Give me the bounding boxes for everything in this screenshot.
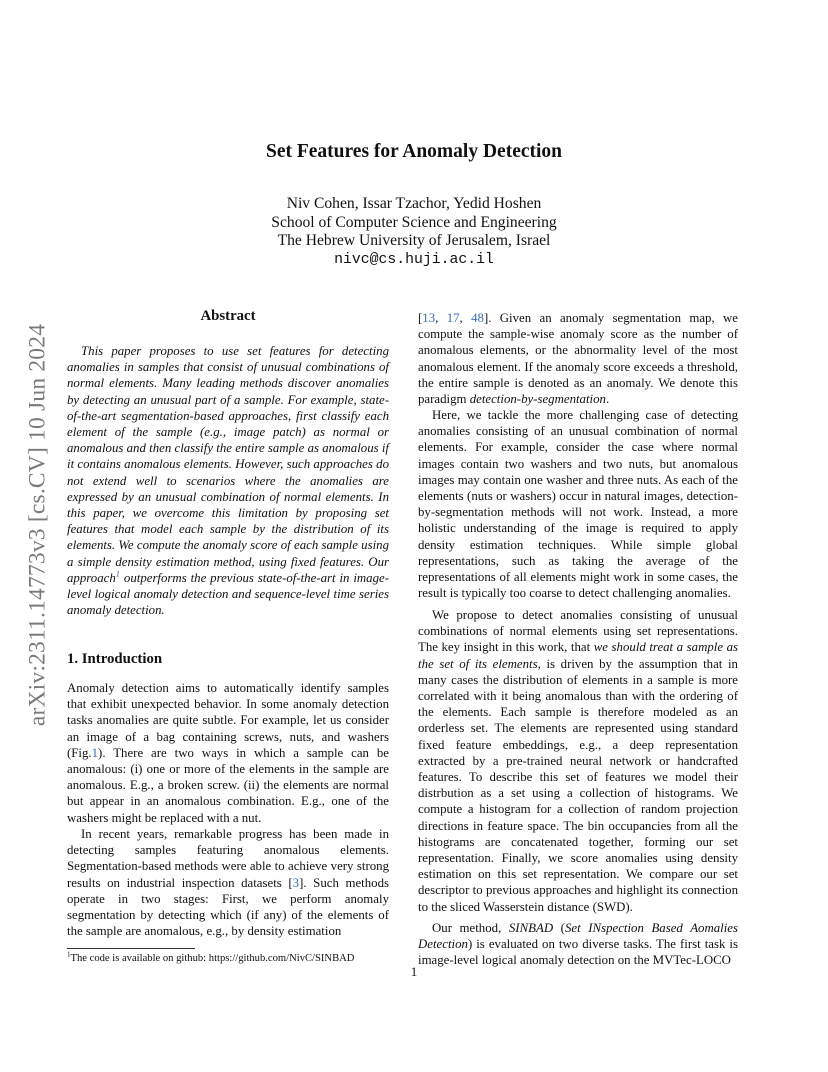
citation-separator: , bbox=[459, 311, 472, 325]
abstract-text-b: outperforms the previous state-of-the-art in image-level logical anomaly detection and sequence-level time series anomaly detection. bbox=[67, 570, 389, 618]
intro-paragraph-1 bbox=[67, 680, 389, 826]
right-paragraph-1 bbox=[418, 310, 738, 407]
author-block bbox=[0, 195, 828, 269]
right-p3-text-a: We propose to detect anomalies consisting of unusual combinations of normal elements using set representations. The key insight in this work, that bbox=[418, 608, 738, 655]
bracket-open: [ bbox=[418, 311, 423, 325]
right-p4-text-a: Our method, bbox=[432, 921, 509, 935]
affiliation-line-2: The Hebrew University of Jerusalem, Israel bbox=[277, 232, 551, 249]
right-paragraph-3 bbox=[418, 607, 738, 915]
citation-link-13[interactable]: 13 bbox=[422, 311, 436, 325]
right-p4-text-c: ) is evaluated on two diverse tasks. The first task is image-level logical anomaly detection on the MVTec-LOCO bbox=[418, 937, 738, 968]
figure-ref-link[interactable]: 1 bbox=[91, 745, 99, 760]
right-p4-text-b: ( bbox=[553, 921, 565, 935]
sentence-end: . bbox=[605, 392, 610, 407]
abstract-text bbox=[67, 343, 389, 618]
page-number: 1 bbox=[410, 964, 418, 979]
abstract-heading: Abstract bbox=[200, 308, 256, 324]
abstract-text-a: This paper proposes to use set features for detecting anomalies in samples that consist of unusual combinations of normal elements. Many leading methods discover anomalies by detecting an unusual part of a sample. For example, state-of-the-art segmentation-based approaches, first classify each element of the sample (e.g., image patch) as normal or anomalous and then classify the entire sample as anomalous if it contains anomalous elements. However, such approaches do not extend well to scenarios where the anomalies are expressed by an unusual combination of normal elements. In this paper, we overcome this limitation by proposing set features that model each sample by the distribution of its elements. We compute the anomaly score of each sample using a simple density estimation method, using fixed features. Our approach bbox=[67, 344, 389, 585]
right-paragraph-4 bbox=[418, 920, 738, 969]
footnote-divider bbox=[67, 948, 195, 949]
intro-p2-text-b: ]. Such methods operate in two stages: First, we perform anomaly segmentation by detecting which (if any) of the elements of the sample are anomalous, e.g., by density estimation bbox=[67, 875, 389, 939]
affiliation-line-1: School of Computer Science and Engineering bbox=[271, 213, 557, 231]
right-p3-text-b: , is driven by the assumption that in many cases the distribution of elements in a sample is more correlated with it being anomalous than with the ordering of the elements. Each sample is therefore modeled as an orderless set. The elements are represented using standard fixed feature embeddings, e.g., a deep representation extracted by a pre-trained neural network or handcrafted features. To describe this set of features we model their distrbution as a set using a collection of histograms. We compute a histogram for a collection of random projection directions in feature space. The bin occupancies from all the histograms are concatenated together, forming our set representation. Finally, we score anomalies using density estimation on this set representation. We compare our set descriptor to previous approaches and highlight its connection to the sliced Wasserstein distance (SWD). bbox=[418, 656, 738, 914]
citation-link-48[interactable]: 48 bbox=[471, 311, 484, 325]
citation-link-3[interactable]: 3 bbox=[292, 875, 300, 890]
key-insight-emphasis: we should treat a sample as the set of its elements bbox=[418, 640, 738, 671]
method-expansion: Set INspection Based Aomalies Detection bbox=[418, 921, 738, 952]
author-names: Niv Cohen, Issar Tzachor, Yedid Hoshen bbox=[286, 195, 542, 212]
paper-title: Set Features for Anomaly Detection bbox=[265, 141, 563, 162]
intro-paragraph-2 bbox=[67, 826, 389, 939]
right-p1-text: ]. Given an anomaly segmentation map, we compute the sample-wise anomaly score as the number of anomalous elements, or the abnormality level of the most anomalous element. If the anomaly score exceeds a threshold, the entire sample is denoted as an anomaly. We denote this paradigm bbox=[418, 311, 739, 407]
intro-p2-text-a: In recent years, remarkable progress has been made in detecting samples featuring anomalous elements. Segmentation-based methods were able to achieve very strong results on industrial inspection datasets [ bbox=[67, 827, 389, 890]
citation-link-17[interactable]: 17 bbox=[446, 311, 460, 325]
intro-p1-text-b: ). There are two ways in which a sample can be anomalous: (i) one or more of the elements in the sample are anomalous. E.g., a broken screw. (ii) the elements are normal but appear in an anomalous combination. E.g., one of the washers might be replaced with a nut. bbox=[67, 745, 389, 825]
footnote-text: The code is available on github: https://github.com/NivC/SINBAD bbox=[70, 953, 355, 964]
footnote-mark: 1 bbox=[67, 950, 71, 959]
arxiv-identifier-stamp bbox=[20, 290, 56, 760]
author-email: nivc@cs.huji.ac.il bbox=[334, 251, 494, 268]
paradigm-term: detection-by-segmentation bbox=[469, 392, 606, 407]
right-paragraph-2: Here, we tackle the more challenging case of detecting anomalies consisting of an unusual combination of normal elements. For example, consider the case where normal images contain two washers and two nuts, but anomalous images may contain one washer and three nuts. As each of the elements (nuts or washers) occur in natural images, detection-by-segmentation methods will not work. Instead, a more holistic understanding of the image is required to apply density estimation techniques. While simple global representations, such as taking the average of the representations of all elements might work in some cases, the result is typically too coarse to detect challenging anomalies. bbox=[418, 408, 738, 601]
arxiv-stamp-text: arXiv:2311.14773v3 [cs.CV] 10 Jun 2024 bbox=[24, 323, 51, 727]
method-name: SINBAD bbox=[508, 921, 554, 935]
abstract-footnote-mark[interactable]: 1 bbox=[115, 568, 121, 579]
intro-p1-text-a: Anomaly detection aims to automatically identify samples that exhibit unexpected behavior. In some anomaly detection tasks anomalies are quite subtle. For example, let us consider an image of a bag containing screws, nuts, and washers (Fig. bbox=[67, 681, 389, 760]
citation-separator: , bbox=[435, 311, 447, 325]
introduction-heading: 1. Introduction bbox=[67, 651, 163, 667]
